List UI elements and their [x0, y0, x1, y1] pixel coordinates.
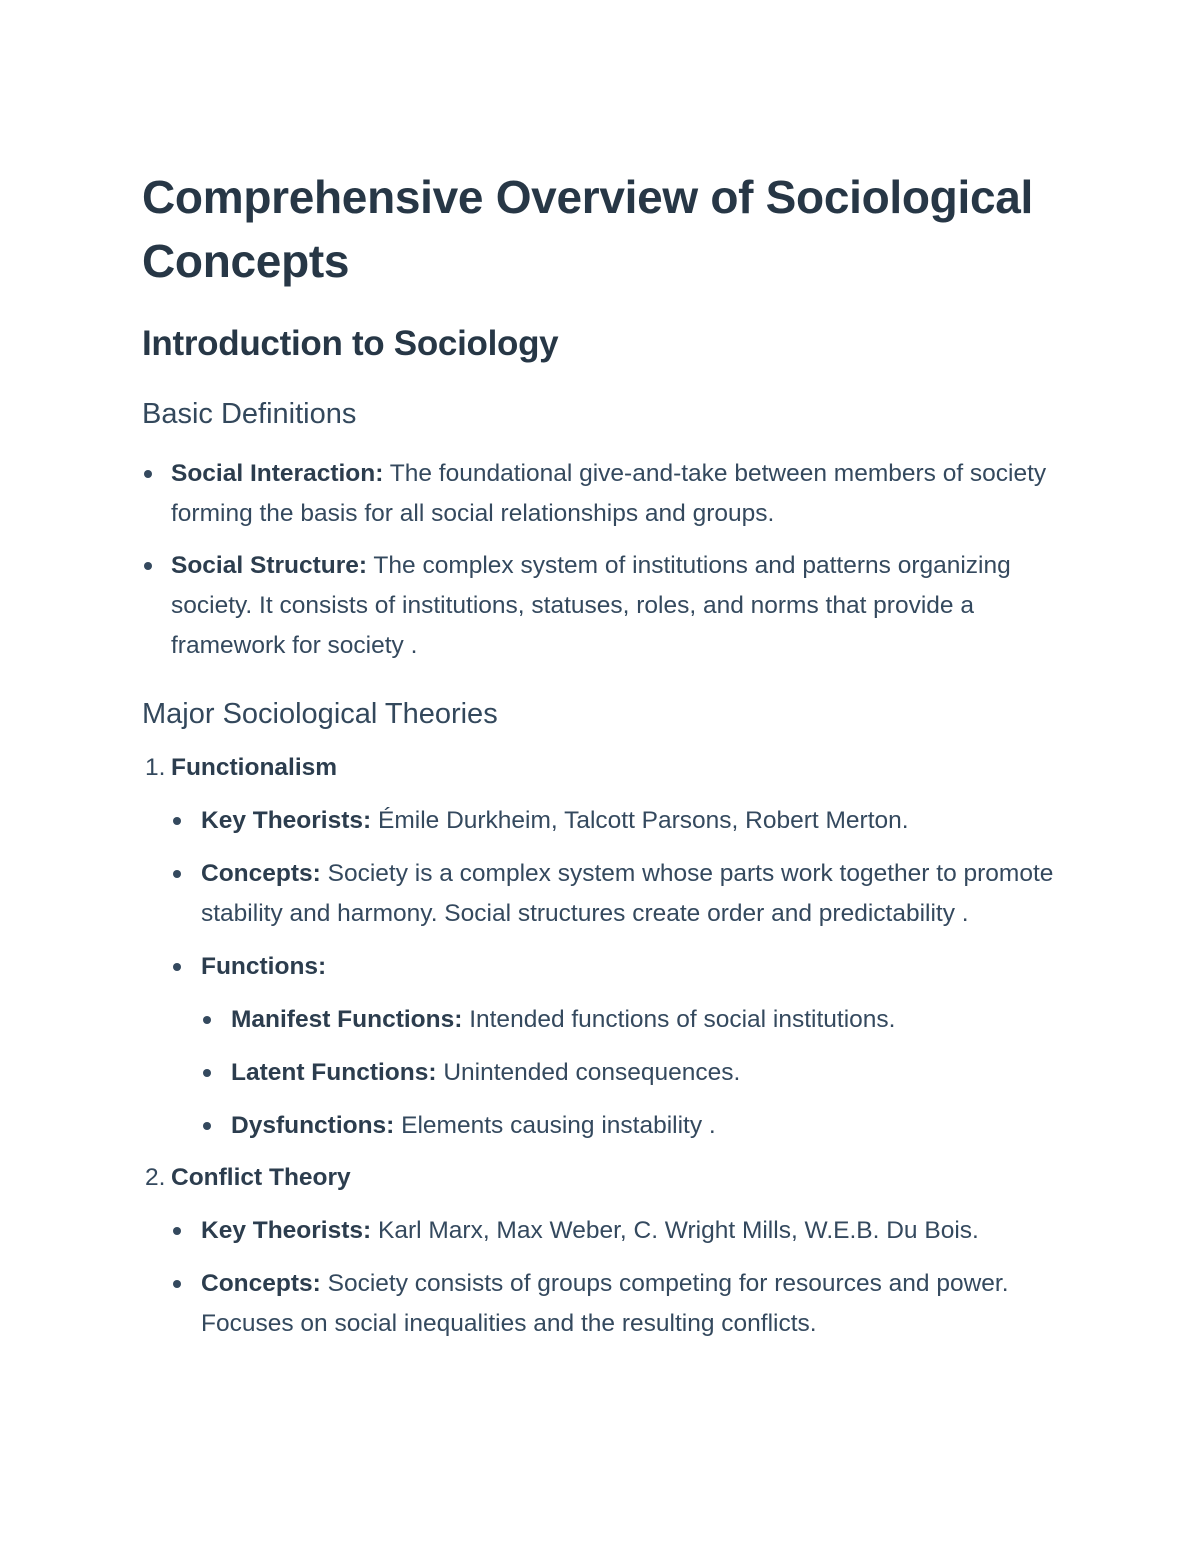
term-label: Concepts:: [201, 1270, 321, 1297]
functions-list: [201, 1000, 1060, 1146]
theory-details-list: [171, 801, 1060, 1146]
term-text: Unintended consequences.: [436, 1059, 741, 1086]
theory-details-list: [171, 1211, 1060, 1344]
term-label: Functions:: [201, 953, 327, 980]
term-label: Manifest Functions:: [231, 1006, 463, 1033]
term-label: Key Theorists:: [201, 807, 372, 834]
definitions-list: [142, 454, 1060, 666]
list-item: [142, 546, 1060, 666]
list-item: [171, 1211, 1060, 1251]
bullet-icon: [173, 1280, 181, 1288]
bullet-icon: [173, 870, 181, 878]
term-label: Key Theorists:: [201, 1217, 372, 1244]
basic-definitions-heading: Basic Definitions: [142, 398, 357, 430]
theory-item: [142, 1158, 1060, 1344]
term-label: Dysfunctions:: [231, 1112, 395, 1139]
term-text: The complex system of institutions and patterns organizing society. It consists of institutions, statuses, roles, and norms that provide a framework for society .: [171, 552, 1011, 659]
theories-list: [142, 748, 1060, 1344]
bullet-icon: [144, 562, 152, 570]
list-item: [171, 1264, 1060, 1344]
term-label: Social Interaction:: [171, 460, 384, 487]
bullet-icon: [144, 470, 152, 478]
list-item: [142, 454, 1060, 534]
theory-item: [142, 748, 1060, 1146]
term-text: Society is a complex system whose parts work together to promote stability and harmony. Social structures create order and predictability .: [201, 860, 1054, 927]
term-text: Karl Marx, Max Weber, C. Wright Mills, W.E.B. Du Bois.: [371, 1217, 979, 1244]
term-label: Latent Functions:: [231, 1059, 437, 1086]
bullet-icon: [173, 817, 181, 825]
document-title: Comprehensive Overview of Sociological Concepts: [142, 171, 1033, 287]
term-text: Intended functions of social institutions.: [462, 1006, 896, 1033]
list-item: [201, 1106, 1060, 1146]
major-theories-heading: Major Sociological Theories: [142, 698, 498, 730]
term-label: Social Structure:: [171, 552, 368, 579]
term-text: Émile Durkheim, Talcott Parsons, Robert Merton.: [371, 807, 909, 834]
term-text: The foundational give-and-take between members of society forming the basis for all social relationships and groups.: [171, 460, 1047, 527]
bullet-icon: [203, 1016, 211, 1024]
term-text: Society consists of groups competing for resources and power. Focuses on social inequalities and the resulting conflicts.: [201, 1270, 1009, 1337]
term-label: Concepts:: [201, 860, 321, 887]
bullet-icon: [173, 963, 181, 971]
list-item: [171, 801, 1060, 841]
bullet-icon: [173, 1227, 181, 1235]
list-item: [201, 1053, 1060, 1093]
list-item: [171, 947, 1060, 1146]
theory-name: Functionalism: [171, 754, 338, 781]
bullet-icon: [203, 1122, 211, 1130]
list-item: [201, 1000, 1060, 1040]
term-text: Elements causing instability .: [394, 1112, 716, 1139]
theory-name: Conflict Theory: [171, 1164, 351, 1191]
list-item: [171, 854, 1060, 934]
list-number: 1.: [145, 754, 166, 781]
list-number: 2.: [145, 1164, 166, 1191]
section-heading: Introduction to Sociology: [142, 324, 559, 363]
bullet-icon: [203, 1069, 211, 1077]
